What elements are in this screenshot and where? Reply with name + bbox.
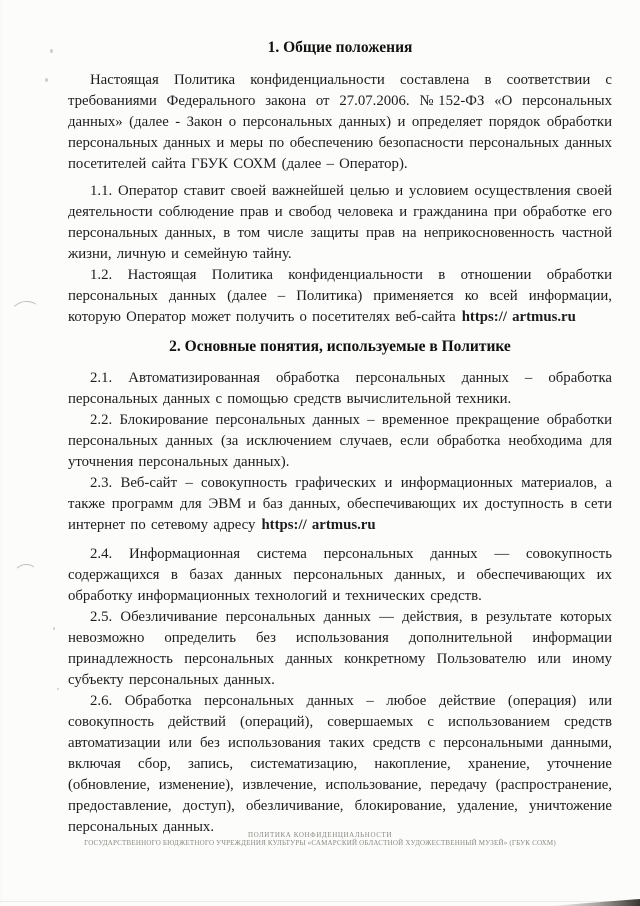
paragraph-1-1: 1.1. Оператор ставит своей важнейшей целью и условием осуществления своей деятельности соблюдение прав и свобод человека и гражданина при обработке его персональных данных, в том числе защиты прав на неприкосновенность частной жизни, личную и семейную тайну.	[68, 183, 612, 262]
footer-policy-title: ПОЛИТИКА КОНФИДЕНЦИАЛЬНОСТИ	[248, 831, 392, 839]
paragraph-1-2-text: 1.2. Настоящая Политика конфиденциальности в отношении обработки персональных данных (далее – Политика) применяется ко всей информации, которую Оператор может получить о посетителях веб-сайта	[68, 267, 612, 325]
page-footer	[0, 831, 640, 848]
scan-speck	[57, 688, 59, 690]
paragraph-2-1: 2.1. Автоматизированная обработка персональных данных – обработка персональных данных с помощью средств вычислительной техники.	[68, 370, 612, 407]
pen-arc-mark-lower	[13, 563, 38, 585]
footer-institution-name: ГОСУДАРСТВЕННОГО БЮДЖЕТНОГО УЧРЕЖДЕНИЯ КУЛЬТУРЫ «САМАРСКИЙ ОБЛАСТНОЙ ХУДОЖЕСТВЕННЫЙ МУЗЕЙ» (ГБУК СОХМ)	[84, 839, 556, 847]
paragraph-2-4: 2.4. Информационная система персональных данных — совокупность содержащихся в базах данных персональных данных, и обеспечивающих их обработку информационных технологий и технических средств.	[68, 546, 612, 604]
paragraph-2-3-text: 2.3. Веб-сайт – совокупность графических и информационных материалов, а также программ для ЭВМ и баз данных, обеспечивающих их доступность в сети интернет по сетевому адресу	[68, 475, 612, 533]
scan-speck	[45, 78, 48, 82]
paragraph-intro: Настоящая Политика конфиденциальности составлена в соответствии с требованиями Федерального закона от 27.07.2006. №152-ФЗ «О персональных данных» (далее - Закон о персональных данных) и определяет порядок обработки персональных данных и меры по обеспечению безопасности персональных данных посетителей сайта ГБУК СОХМ (далее – Оператор).	[68, 72, 612, 172]
scan-speck	[53, 627, 55, 630]
paragraph-1-2	[68, 265, 612, 328]
paragraph-2-6: 2.6. Обработка персональных данных – любое действие (операция) или совокупность действий (операций), совершаемых с использованием средств автоматизации или без использования таких средств с персональными данными, включая сбор, запись, систематизацию, накопление, хранение, уточнение (обновление, изменение), извлечение, использование, передачу (распространение, предоставление, доступ), обезличивание, блокирование, удаление, уничтожение персональных данных.	[68, 693, 612, 835]
scan-speck	[50, 49, 53, 53]
section-1-heading: 1. Общие положения	[267, 39, 413, 56]
section-2-heading: 2. Основные понятия, используемые в Политике	[169, 338, 511, 355]
scan-edge-line	[0, 901, 640, 902]
website-url: https:// artmus.ru	[261, 517, 376, 533]
document-body	[68, 38, 612, 838]
pen-arc-mark-upper	[10, 299, 42, 326]
paragraph-2-3	[68, 473, 612, 536]
website-url: https:// artmus.ru	[461, 309, 576, 325]
paragraph-2-2: 2.2. Блокирование персональных данных – временное прекращение обработки персональных данных (за исключением случаев, если обработка необходима для уточнения персональных данных).	[68, 412, 612, 470]
paragraph-2-5: 2.5. Обезличивание персональных данных — действия, в результате которых невозможно определить без использования дополнительной информации принадлежность персональных данных конкретному Пользователю или иному субъекту персональных данных.	[68, 609, 612, 688]
